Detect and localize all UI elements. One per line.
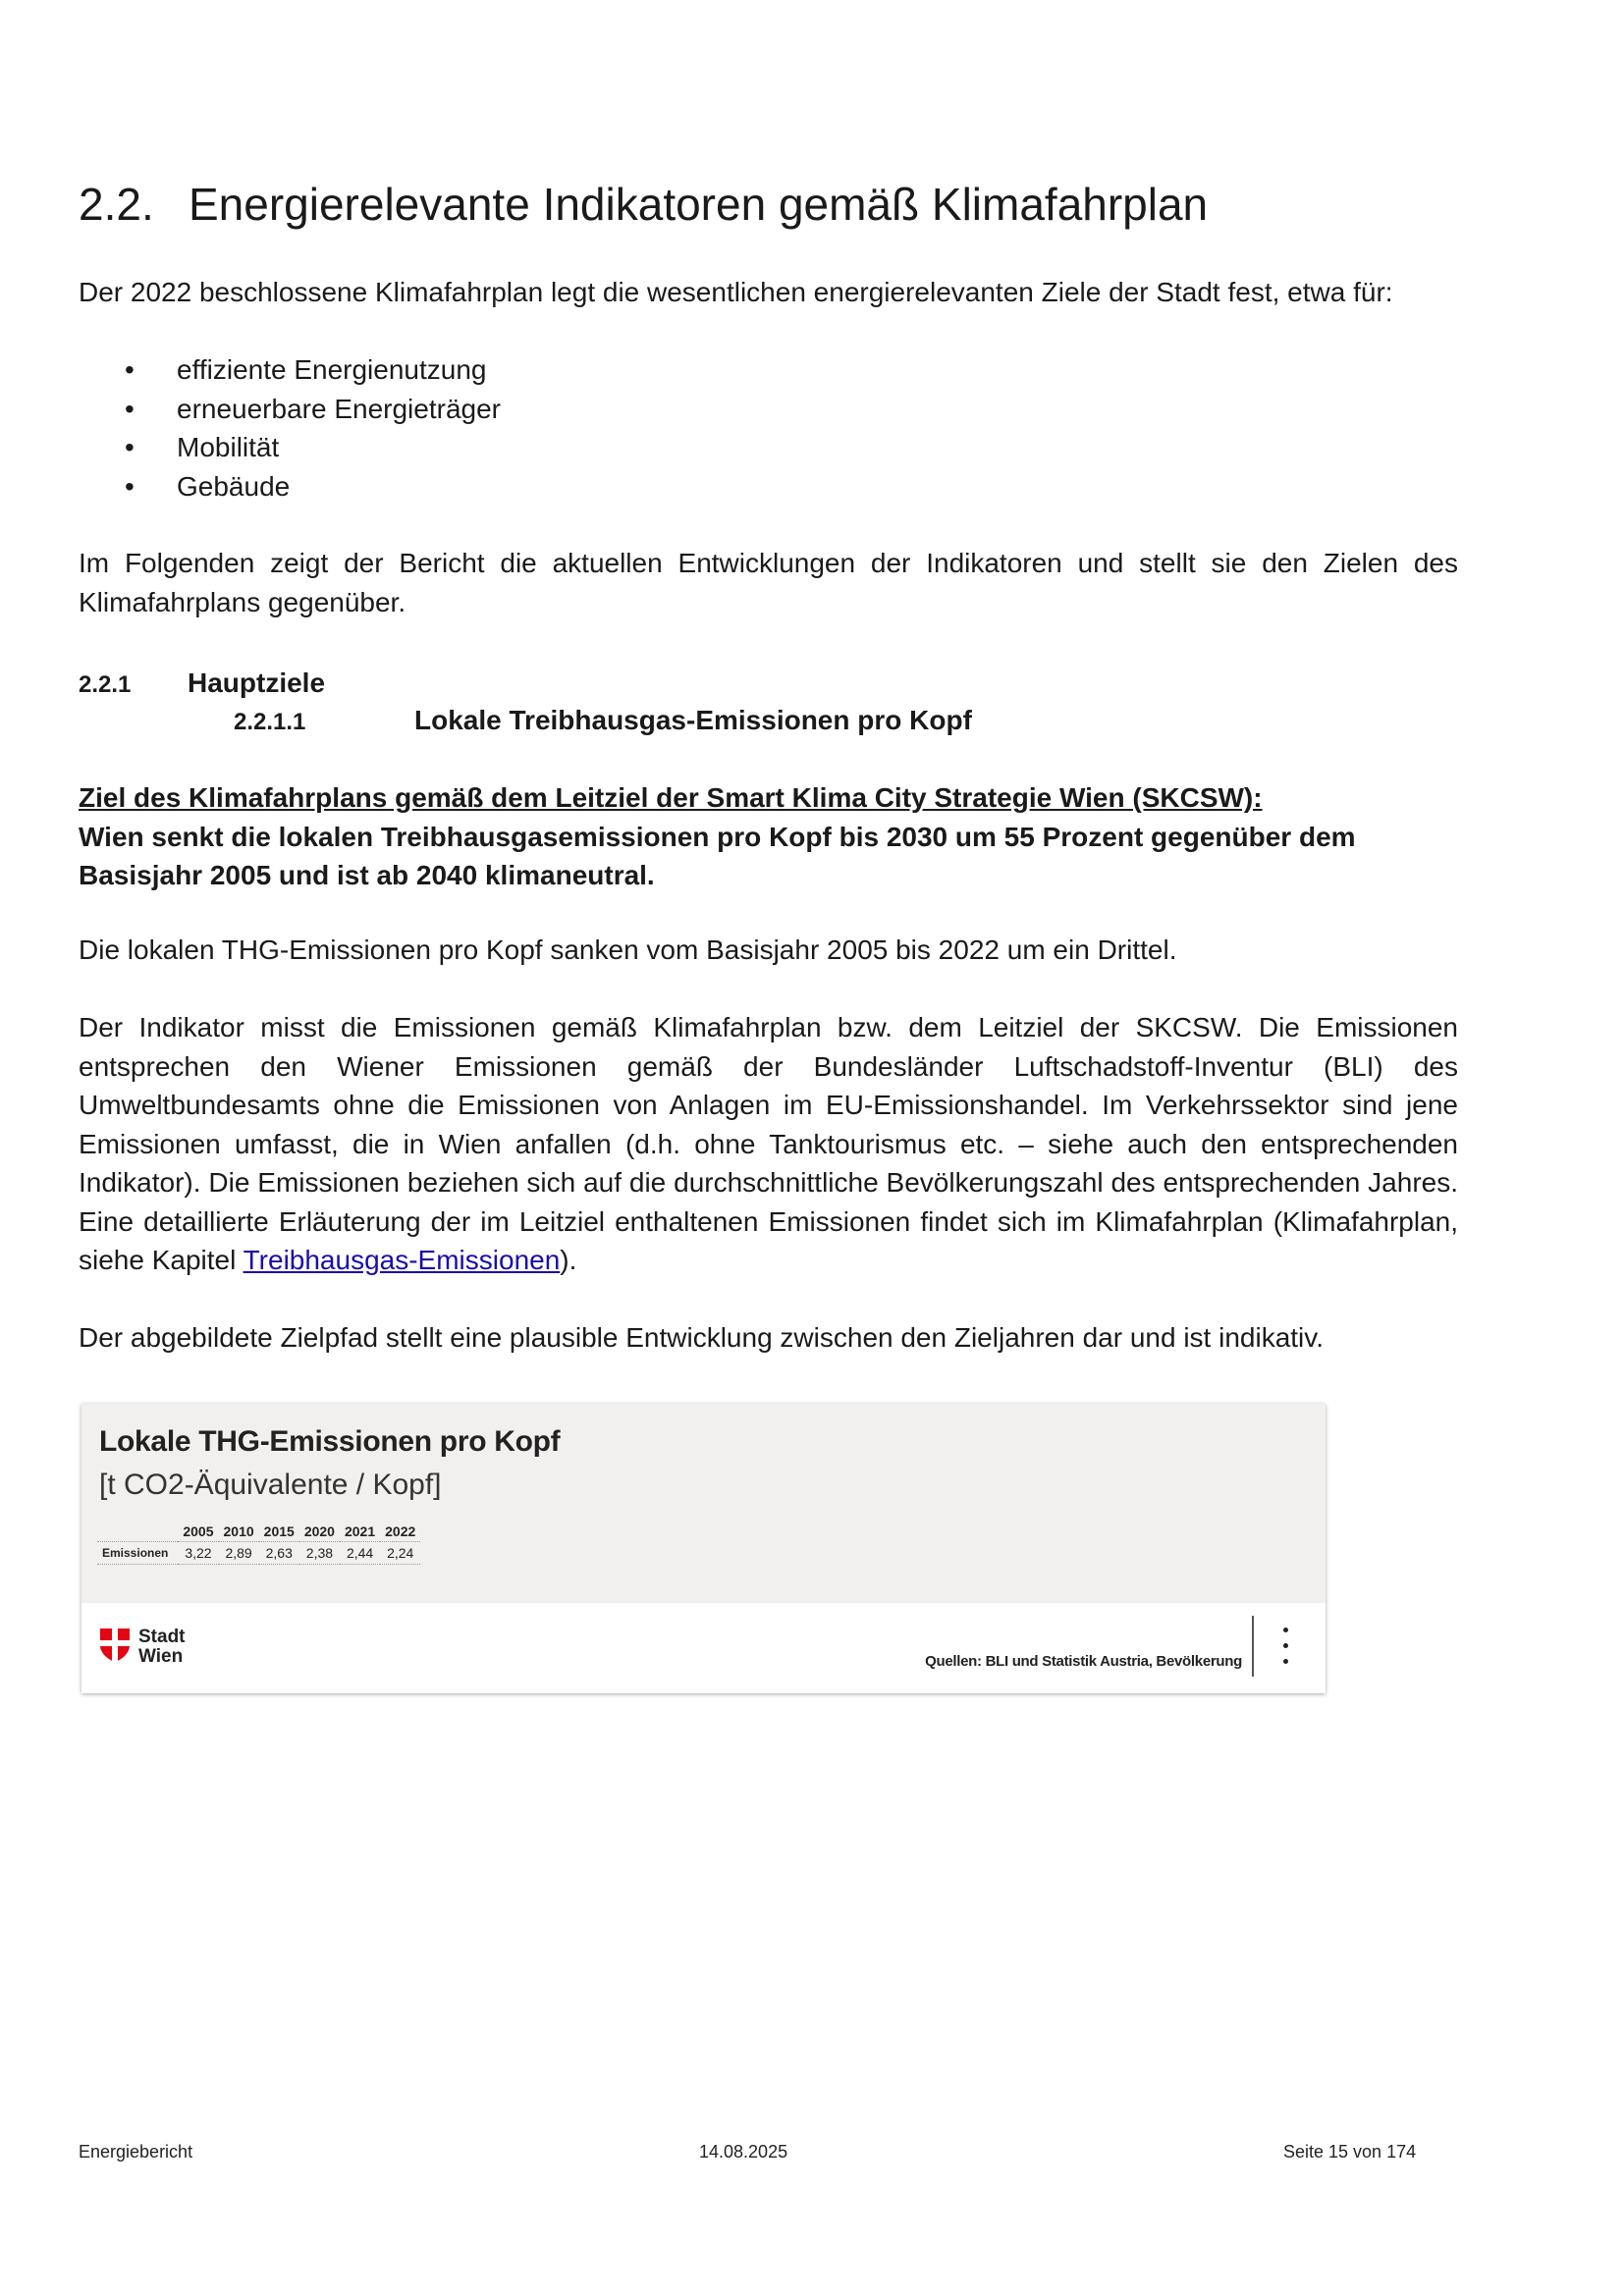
table-cell: 2,44 [340, 1542, 380, 1565]
goal-heading: Ziel des Klimafahrplans gemäß dem Leitziel der Smart Klima City Strategie Wien (SKCSW): [79, 782, 1263, 813]
subsubsection-heading [234, 701, 972, 742]
table-corner [97, 1522, 178, 1542]
kebab-menu-icon[interactable] [1272, 1624, 1301, 1669]
zielpfad-paragraph: Der abgebildete Zielpfad stellt eine plausible Entwicklung zwischen den Zieljahren dar und ist indikativ. [79, 1322, 1324, 1353]
section-heading-title: Energierelevante Indikatoren gemäß Klimafahrplan [189, 179, 1209, 230]
widget-title: Lokale THG-Emissionen pro Kopf [99, 1425, 561, 1458]
footer-date: 14.08.2025 [699, 2142, 788, 2162]
year-header: 2005 [178, 1522, 218, 1542]
footer-page: Seite 15 von 174 [1283, 2142, 1417, 2162]
indicator-text: Der Indikator misst die Emissionen gemäß Klimafahrplan bzw. dem Leitziel der SKCSW. Die Emissionen entsprechen den Wiener Emissionen gemäß der Bundesländer Luftschadstoff-Inventur (BLI) des Umweltbundesamts ohne die Emissionen von Anlagen im EU-Emissionshandel. Im Verkehrssektor sind jene Emissionen umfasst, die in Wien anfallen (d.h. ohne Tanktourismus etc. – siehe auch den entsprechenden Indikator). Die Emissionen beziehen sich auf die durchschnittliche Bevölkerungszahl des entsprechenden Jahres. Eine detaillierte Erläuterung der im Leitziel enthaltenen Emissionen findet sich im Klimafahrplan (Klimafahrplan, siehe Kapitel [79, 1012, 1458, 1275]
year-header: 2020 [299, 1522, 340, 1542]
logo-line-2: Wien [138, 1646, 184, 1667]
emissions-table [97, 1522, 420, 1565]
list-item: • erneuerbare Energieträger [79, 390, 501, 429]
vienna-shield-icon [99, 1628, 131, 1663]
table-cell: 2,89 [219, 1542, 259, 1565]
goal-statement [79, 778, 1458, 895]
table-cell: 2,38 [299, 1542, 340, 1565]
subsubsection-title: Lokale Treibhausgas-Emissionen pro Kopf [414, 705, 972, 735]
intro-paragraph: Der 2022 beschlossene Klimafahrplan legt die wesentlichen energierelevanten Ziele der Stadt fest, etwa für: [79, 277, 1393, 307]
list-item: • Mobilität [79, 428, 501, 467]
year-header: 2010 [219, 1522, 259, 1542]
indicator-paragraph [79, 1008, 1458, 1280]
section-heading-number: 2.2. [79, 179, 154, 230]
row-label: Emissionen [97, 1542, 178, 1565]
year-header: 2015 [259, 1522, 299, 1542]
year-header: 2021 [340, 1522, 380, 1542]
subsection-title: Hauptziele [188, 667, 326, 698]
subsubsection-number: 2.2.1.1 [234, 709, 306, 735]
goal-area-list [79, 350, 501, 506]
emissions-chapter-link[interactable]: Treibhausgas-Emissionen [243, 1245, 561, 1275]
table-cell: 3,22 [178, 1542, 218, 1565]
stadt-wien-logo [99, 1628, 197, 1671]
table-row [97, 1542, 420, 1565]
subsection-heading [79, 664, 325, 705]
subsection-number: 2.2.1 [79, 671, 132, 698]
drittel-paragraph: Die lokalen THG-Emissionen pro Kopf sanken vom Basisjahr 2005 bis 2022 um ein Drittel. [79, 934, 1177, 965]
table-cell: 2,24 [380, 1542, 420, 1565]
indicator-text-end: ). [560, 1245, 577, 1275]
table-cell: 2,63 [259, 1542, 299, 1565]
list-item: • Gebäude [79, 467, 501, 507]
goal-text: Wien senkt die lokalen Treibhausgasemissionen pro Kopf bis 2030 um 55 Prozent gegenüber dem Basisjahr 2005 und ist ab 2040 klimaneutral. [79, 821, 1356, 890]
data-source: Quellen: BLI und Statistik Austria, Bevölkerung [925, 1653, 1242, 1670]
logo-text [138, 1628, 186, 1667]
following-paragraph: Im Folgenden zeigt der Bericht die aktuellen Entwicklungen der Indikatoren und stellt sie den Zielen des Klimafahrplans gegenüber. [79, 548, 1458, 617]
list-item: • effiziente Energienutzung [79, 350, 501, 390]
logo-line-1: Stadt [138, 1627, 186, 1647]
widget-divider [1252, 1616, 1254, 1677]
emissions-chart-widget [81, 1404, 1326, 1693]
widget-header [81, 1404, 1326, 1603]
footer-title: Energiebericht [79, 2142, 193, 2162]
widget-unit: [t CO2-Äquivalente / Kopf] [99, 1468, 442, 1501]
year-header: 2022 [380, 1522, 420, 1542]
section-heading [79, 177, 1208, 232]
